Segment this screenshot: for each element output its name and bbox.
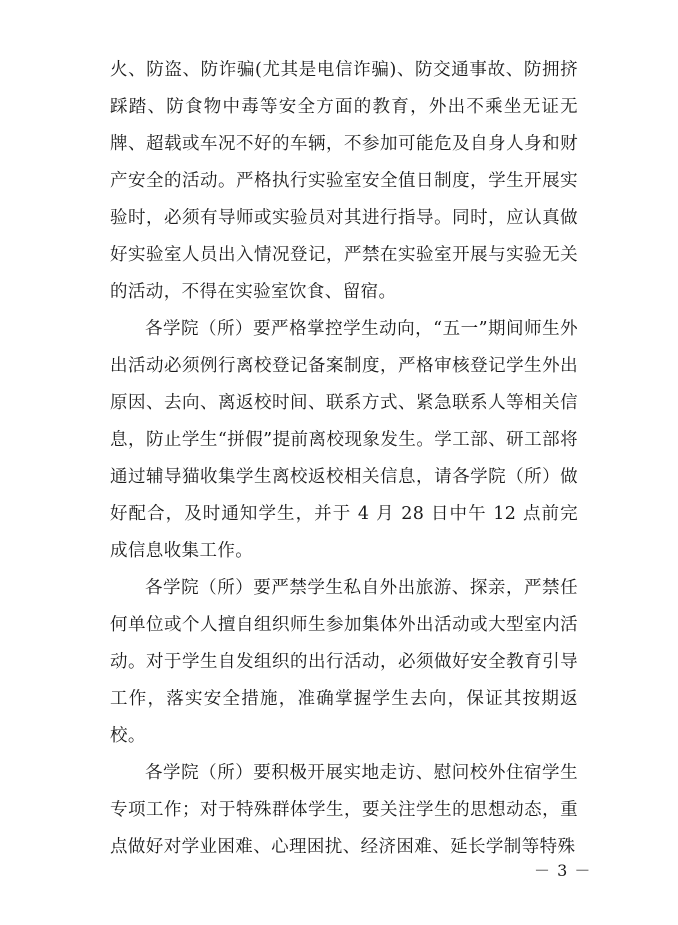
page-number: － 3 － [534,861,592,880]
paragraph-off-campus-visits: 各学院（所）要积极开展实地走访、慰问校外住宿学生专项工作；对于特殊群体学生，要关注学生的思想动态，重点做好对学业困难、心理困扰、经济困难、延长学制等特殊 [110,763,578,857]
document-body [110,52,578,866]
paragraph-student-movement: 各学院（所）要严格掌控学生动向，“五一”期间师生外出活动必须例行离校登记备案制度，严格审核登记学生外出原因、去向、离返校时间、联系方式、紧急联系人等相关信息，防止学生“拼假”提前离校现象发生。学工部、研工部将通过辅导猫收集学生离校返校相关信息，请各学院（所）做好配合，及时通知学生，并于 4 月 28 日中午 12 点前完成信息收集工作。 [110,319,578,561]
paragraph-travel-ban: 各学院（所）要严禁学生私自外出旅游、探亲，严禁任何单位或个人擅自组织师生参加集体外出活动或大型室内活动。对于学生自发组织的出行活动，必须做好安全教育引导工作，落实安全措施，准确掌握学生去向，保证其按期返校。 [110,578,578,746]
paragraph-continuation: 火、防盗、防诈骗(尤其是电信诈骗)、防交通事故、防拥挤踩踏、防食物中毒等安全方面的教育，外出不乘坐无证无牌、超载或车况不好的车辆，不参加可能危及自身人身和财产安全的活动。严格执行实验室安全值日制度，学生开展实验时，必须有导师或实验员对其进行指导。同时，应认真做好实验室人员出入情况登记，严禁在实验室开展与实验无关的活动，不得在实验室饮食、留宿。 [110,60,578,302]
